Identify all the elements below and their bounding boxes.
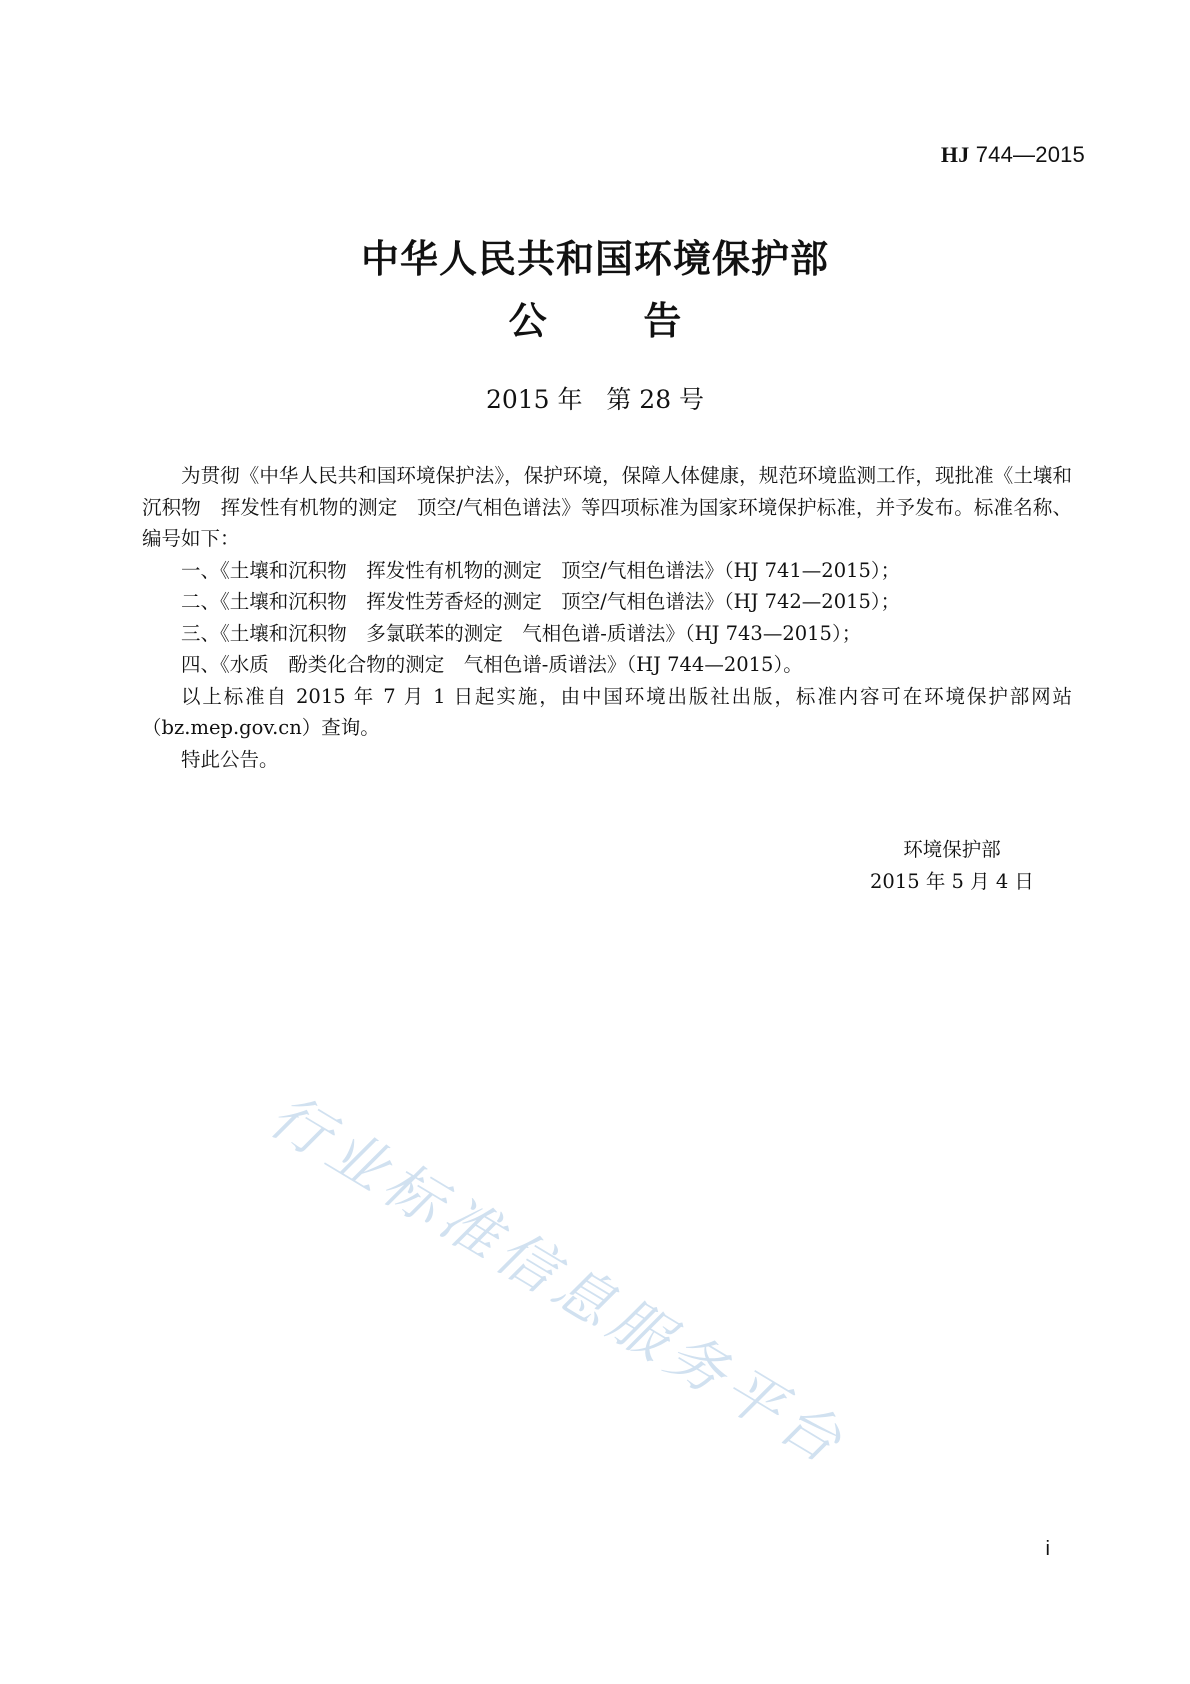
intro-paragraph: 为贯彻《中华人民共和国环境保护法》，保护环境，保障人体健康，规范环境监测工作，现批准《土壤和沉积物 挥发性有机物的测定 顶空/气相色谱法》等四项标准为国家环境保护标准，并予发布。标准名称、编号如下：: [142, 464, 1072, 550]
standard-code: [941, 142, 1085, 168]
page-number: i: [1045, 1538, 1050, 1560]
standard-item-3: 三、《土壤和沉积物 多氯联苯的测定 气相色谱-质谱法》（HJ 743—2015）；: [181, 621, 862, 645]
standard-item-4: 四、《水质 酚类化合物的测定 气相色谱-质谱法》（HJ 744—2015）。: [181, 653, 803, 676]
signature-block: [870, 834, 1034, 898]
standard-item-2: 二、《土壤和沉积物 挥发性芳香烃的测定 顶空/气相色谱法》（HJ 742—2015）；: [181, 590, 901, 613]
document-subtitle: 公 告: [508, 299, 705, 343]
signature-date: 2015 年 5 月 4 日: [870, 870, 1034, 893]
signature-organization: 环境保护部: [903, 838, 1001, 861]
announcement-body: [142, 460, 1072, 775]
standard-item-1: 一、《土壤和沉积物 挥发性有机物的测定 顶空/气相色谱法》（HJ 741—2015）；: [181, 558, 901, 582]
standard-number: 744—2015: [975, 142, 1085, 167]
document-title: 中华人民共和国环境保护部: [360, 237, 829, 281]
closing-paragraph: 特此公告。: [181, 747, 279, 771]
effective-date-paragraph: 以上标准自 2015 年 7 月 1 日起实施，由中国环境出版社出版，标准内容可在环境保护部网站（bz.mep.gov.cn）查询。: [142, 684, 1072, 739]
issue-line: 2015 年 第 28 号: [485, 385, 705, 414]
standard-prefix: HJ: [940, 142, 970, 167]
watermark: 行业标准信息服务平台: [258, 1081, 860, 1480]
